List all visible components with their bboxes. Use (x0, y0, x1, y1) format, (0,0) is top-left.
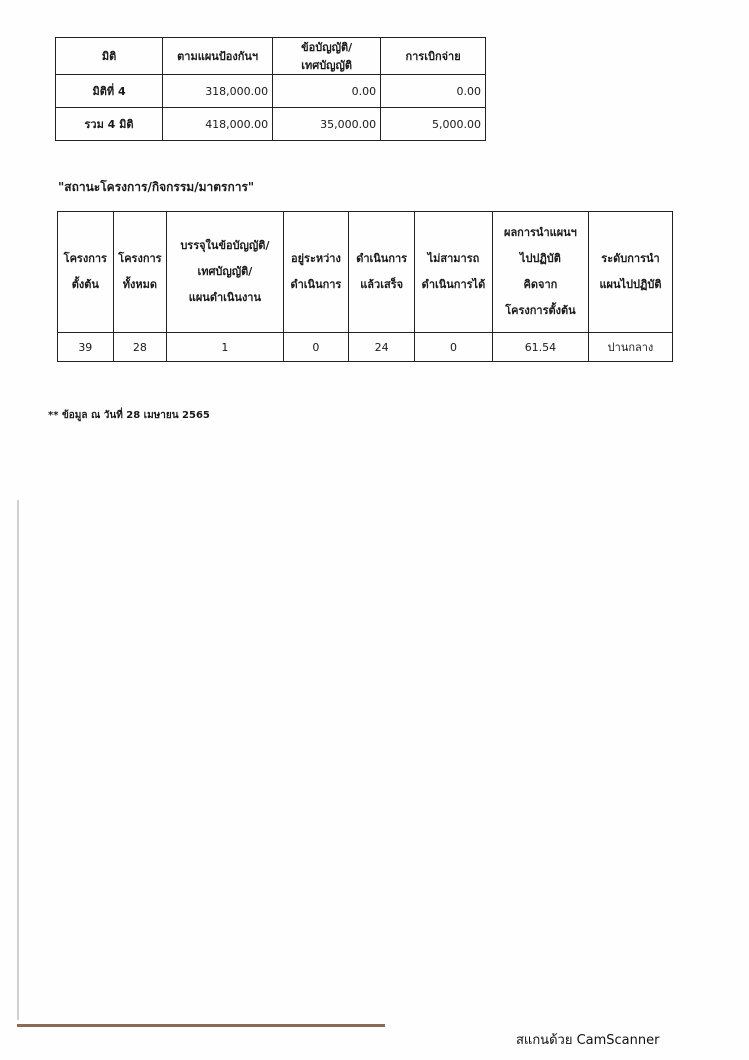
table-row (56, 75, 486, 108)
project-status-table (57, 211, 673, 362)
budget-cell-regulation: 35,000.00 (273, 108, 381, 141)
status-cell-total-projects: 28 (113, 333, 167, 362)
budget-cell-dimension: มิติที่ 4 (56, 75, 163, 108)
status-cell-initial-projects: 39 (58, 333, 114, 362)
scan-bottom-edge (17, 1024, 385, 1027)
budget-cell-plan: 418,000.00 (163, 108, 273, 141)
status-cell-completed: 24 (349, 333, 415, 362)
table-row (56, 108, 486, 141)
budget-header-plan: ตามแผนป้องกันฯ (163, 38, 273, 75)
status-cell-implementation-level: ปานกลาง (588, 333, 672, 362)
budget-cell-disbursement: 0.00 (381, 75, 486, 108)
budget-cell-disbursement: 5,000.00 (381, 108, 486, 141)
status-header-implementation-level: ระดับการนำ แผนไปปฏิบัติ (588, 212, 672, 333)
status-header-completed: ดำเนินการ แล้วเสร็จ (349, 212, 415, 333)
status-cell-implementation-result: 61.54 (492, 333, 588, 362)
scan-shadow-edge (17, 500, 19, 1020)
status-cell-in-progress: 0 (283, 333, 349, 362)
budget-cell-dimension: รวม 4 มิติ (56, 108, 163, 141)
table-row (58, 333, 673, 362)
budget-table (55, 37, 486, 141)
status-header-total-projects: โครงการ ทั้งหมด (113, 212, 167, 333)
status-header-in-regulation: บรรจุในข้อบัญญัติ/ เทศบัญญัติ/ แผนดำเนินงาน (167, 212, 283, 333)
status-table-header-row (58, 212, 673, 333)
budget-header-disbursement: การเบิกจ่าย (381, 38, 486, 75)
status-section-title: "สถานะโครงการ/กิจกรรม/มาตรการ" (58, 180, 255, 194)
budget-cell-plan: 318,000.00 (163, 75, 273, 108)
camscanner-watermark: สแกนด้วย CamScanner (516, 1033, 660, 1048)
budget-header-regulation: ข้อบัญญัติ/เทศบัญญัติ (273, 38, 381, 75)
status-header-in-progress: อยู่ระหว่าง ดำเนินการ (283, 212, 349, 333)
data-date-footnote: ** ข้อมูล ณ วันที่ 28 เมษายน 2565 (48, 410, 210, 421)
budget-table-header-row (56, 38, 486, 75)
status-header-initial-projects: โครงการ ตั้งต้น (58, 212, 114, 333)
status-cell-in-regulation: 1 (167, 333, 283, 362)
status-cell-unable: 0 (415, 333, 493, 362)
budget-cell-regulation: 0.00 (273, 75, 381, 108)
status-header-unable: ไม่สามารถ ดำเนินการได้ (415, 212, 493, 333)
status-header-implementation-result: ผลการนำแผนฯ ไปปฏิบัติ คิดจาก โครงการตั้งต้น (492, 212, 588, 333)
budget-header-dimension: มิติ (56, 38, 163, 75)
